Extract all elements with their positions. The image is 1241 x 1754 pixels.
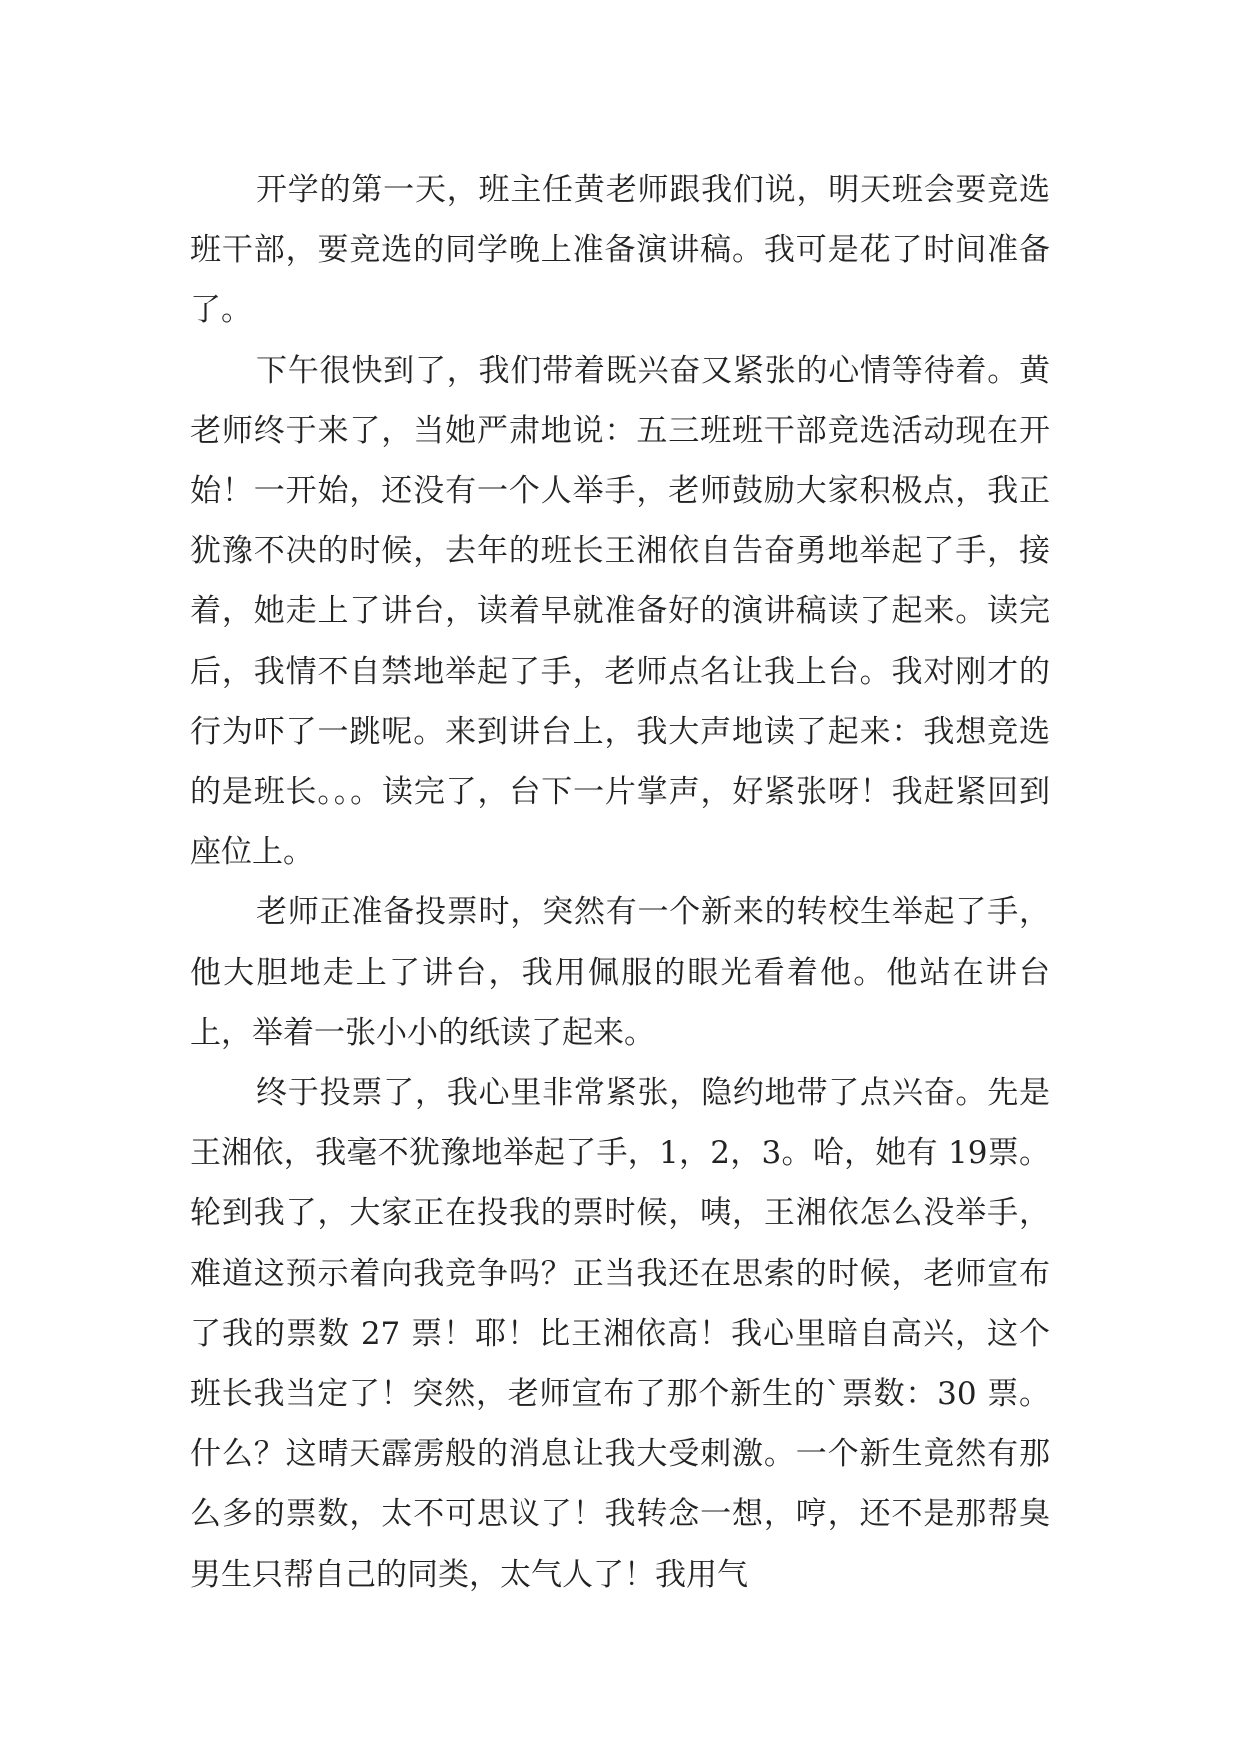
- paragraph-1: 开学的第一天，班主任黄老师跟我们说，明天班会要竞选班干部，要竞选的同学晚上准备演讲稿。我可是花了时间准备了。: [190, 172, 1050, 329]
- paragraph-3: 老师正准备投票时，突然有一个新来的转校生举起了手，他大胆地走上了讲台，我用佩服的眼光看着他。他站在讲台上，举着一张小小的纸读了起来。: [190, 894, 1050, 1051]
- paragraph-2: 下午很快到了，我们带着既兴奋又紧张的心情等待着。黄老师终于来了，当她严肃地说：五三班班干部竞选活动现在开始！一开始，还没有一个人举手，老师鼓励大家积极点，我正犹豫不决的时候，去年的班长王湘依自告奋勇地举起了手，接着，她走上了讲台，读着早就准备好的演讲稿读了起来。读完后，我情不自禁地举起了手，老师点名让我上台。我对刚才的行为吓了一跳呢。来到讲台上，我大声地读了起来：我想竞选的是班长。。。读完了，台下一片掌声，好紧张呀！我赶紧回到座位上。: [190, 352, 1050, 871]
- document-body: [190, 160, 1050, 1605]
- paragraph-4: 终于投票了，我心里非常紧张，隐约地带了点兴奋。先是王湘依，我毫不犹豫地举起了手，1，2，3。哈，她有 19票。轮到我了，大家正在投我的票时候，咦，王湘依怎么没举手，难道这预示着向我竞争吗？正当我还在思索的时候，老师宣布了我的票数 27 票！耶！比王湘依高！我心里暗自高兴，这个班长我当定了！突然，老师宣布了那个新生的`票数：30 票。什么？这晴天霹雳般的消息让我大受刺激。一个新生竟然有那么多的票数，太不可思议了！我转念一想，哼，还不是那帮臭男生只帮自己的同类，太气人了！我用气: [190, 1075, 1050, 1593]
